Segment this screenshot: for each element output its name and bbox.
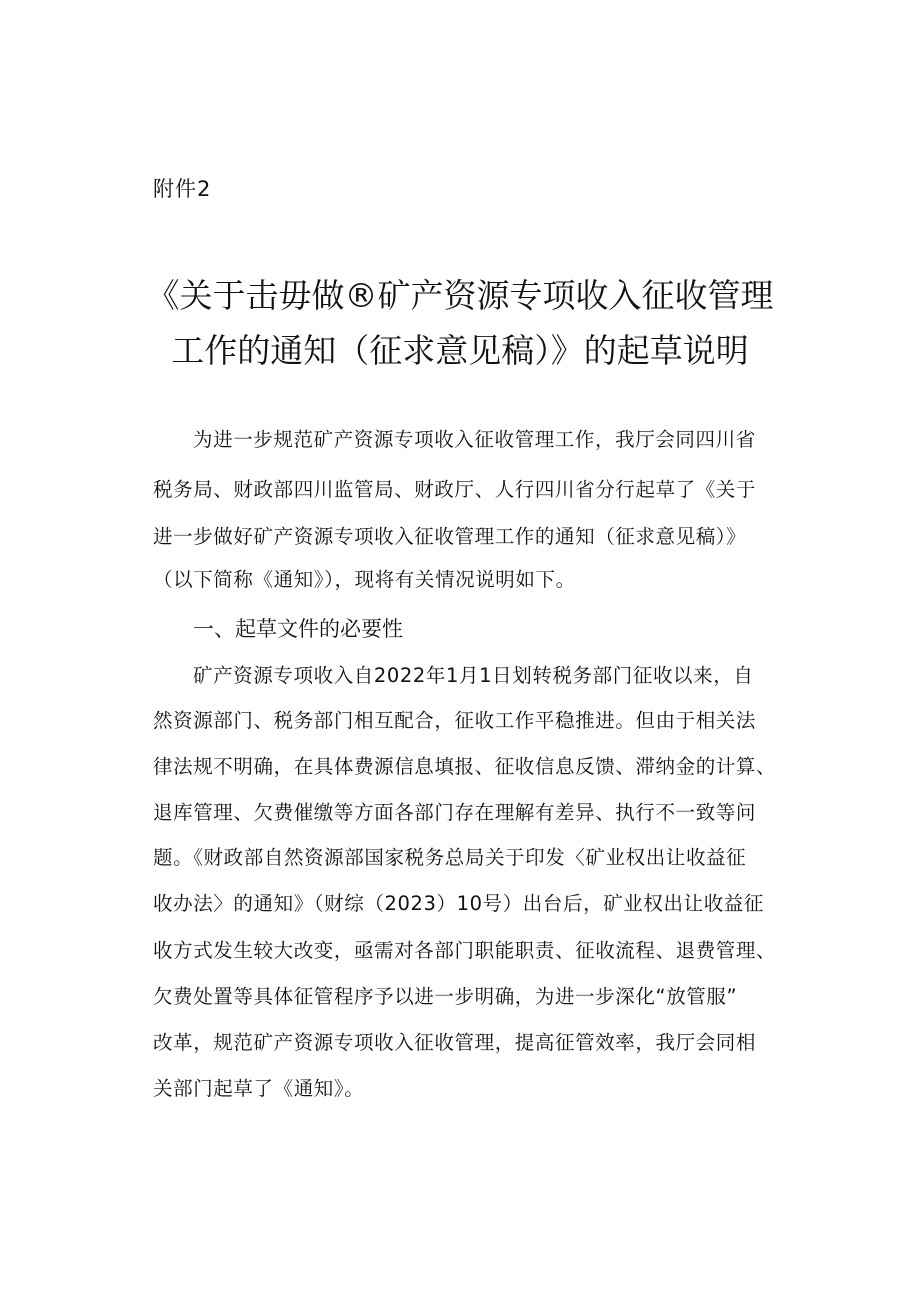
document-title-line-2: 工作的通知（征求意见稿）》的起草说明 [171, 331, 749, 370]
intro-paragraph-line: 税务局、财政部四川监管局、财政厅、人行四川省分行起草了《关于 [153, 478, 757, 501]
section-paragraph-line: 矿产资源专项收入自2022年1月1日划转税务部门征收以来，自 [193, 664, 754, 687]
intro-paragraph-line: 进一步做好矿产资源专项收入征收管理工作的通知（征求意见稿）》 [153, 525, 747, 548]
section-paragraph-line: 然资源部门、税务部门相互配合，征收工作平稳推进。但由于相关法 [153, 709, 757, 732]
section-paragraph-line: 律法规不明确，在具体费源信息填报、征收信息反馈、滞纳金的计算、 [153, 755, 777, 778]
document-title-line-1: 《关于击毋做®矿产资源专项收入征收管理 [146, 276, 774, 315]
intro-paragraph-line: （以下简称《通知》），现将有关情况说明如下。 [153, 568, 576, 591]
attachment-label: 附件2 [153, 177, 212, 201]
section-paragraph-line: 收方式发生较大改变，亟需对各部门职能职责、征收流程、退费管理、 [153, 939, 777, 962]
section-paragraph-line: 改革，规范矿产资源专项收入征收管理，提高征管效率，我厅会同相 [153, 1031, 757, 1054]
section-paragraph-line: 欠费处置等具体征管程序予以进一步明确，为进一步深化“放管服” [153, 985, 738, 1008]
intro-paragraph-line: 为进一步规范矿产资源专项收入征收管理工作，我厅会同四川省 [193, 428, 756, 451]
section-heading: 一、起草文件的必要性 [193, 617, 403, 641]
section-paragraph-line: 关部门起草了《通知》。 [153, 1077, 365, 1100]
section-paragraph-line: 退库管理、欠费催缴等方面各部门存在理解有差异、执行不一致等问 [153, 801, 757, 824]
section-paragraph-line: 题。《财政部自然资源部国家税务总局关于印发〈矿业权出让收益征 [153, 846, 747, 869]
section-paragraph-line: 收办法〉的通知》（财综（2023）10号）出台后，矿业权出让收益征 [153, 892, 764, 915]
